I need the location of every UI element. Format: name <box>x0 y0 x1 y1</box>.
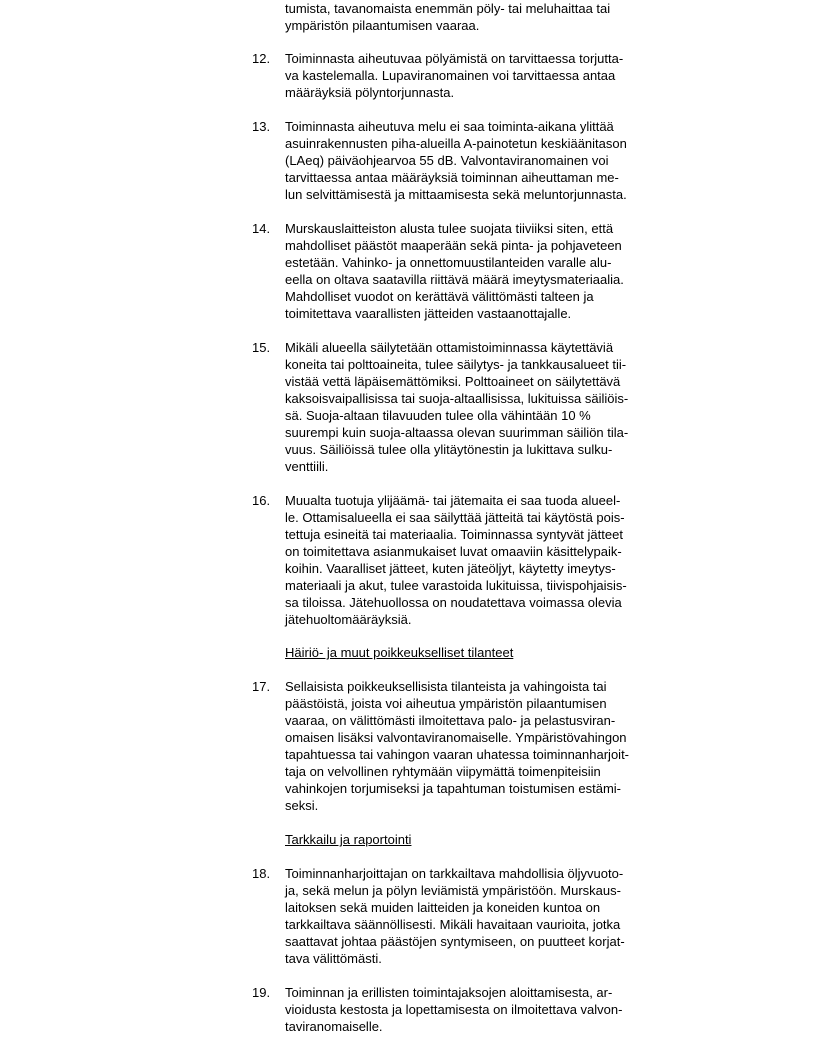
item-text: Toiminnasta aiheutuva melu ei saa toiminta-aikana ylittää asuinrakennusten piha-alueilla A-painotetun keskiäänitason (LAeq) päiväohjearvoa 55 dB. Valvontaviranomainen voi tarvittaessa antaa määräyksiä toiminnan aiheuttaman me- lun selvittämisestä ja mittaamisesta sekä meluntorjunnasta. <box>285 119 627 202</box>
item-text: Mikäli alueella säilytetään ottamistoiminnassa käytettäviä koneita tai polttoaineita, tulee säilytys- ja tankkausalueet tii- vistää vettä läpäisemättömiksi. Polttoaineet on säilytettävä kaksoisvaipallisissa tai suoja-altaallisissa, lukituissa säiliöis- sä. Suoja-altaan tilavuuden tulee olla vähintään 10 % suurempi kuin suoja-altaassa olevan suurimman säiliön tila- vuus. Säiliöissä tulee olla ylitäytönestin ja lukittava sulku- venttiili. <box>285 340 629 474</box>
item-text: Murskauslaitteiston alusta tulee suojata tiiviiksi siten, että mahdolliset päästöt maaperään sekä pinta- ja pohjaveteen estetään. Vahinko- ja onnettomuustilanteiden varalle alu- eella on oltava saatavilla riittävä määrä imeytysmateriaalia. Mahdolliset vuodot on kerättävä välittömästi talteen ja toimitettava vaarallisten jätteiden vastaanottajalle. <box>285 221 624 321</box>
item-number: 12. <box>252 51 271 66</box>
item-number: 16. <box>252 493 271 508</box>
section-heading-incidents: Häiriö- ja muut poikkeukselliset tilanteet <box>285 645 514 660</box>
item-number: 19. <box>252 985 271 1000</box>
item-number: 17. <box>252 679 271 694</box>
item-text: Toiminnan ja erillisten toimintajaksojen aloittamisesta, ar- vioidusta kestosta ja lopettamisesta on ilmoitettava valvon- taviranomaiselle. <box>285 985 623 1034</box>
section-heading-monitoring: Tarkkailu ja raportointi <box>285 832 412 847</box>
item-number: 15. <box>252 340 271 355</box>
item-text: Muualta tuotuja ylijäämä- tai jätemaita ei saa tuoda alueel- le. Ottamisalueella ei saa säilyttää jätteitä tai käytöstä pois- tettuja esineitä tai materiaalia. Toiminnassa syntyvät jätteet on toimitettava asianmukaiset luvat omaaviin käsittelypaik- koihin. Vaaralliset jätteet, kuten jäteöljyt, käytetty imeytys- materiaali ja akut, tulee varastoida lukituissa, tiivispohjaisis- sa tiloissa. Jätehuollossa on noudatettava voimassa olevia jätehuoltomääräyksiä. <box>285 493 627 627</box>
item-number: 14. <box>252 221 271 236</box>
item-number: 13. <box>252 119 271 134</box>
item-number: 18. <box>252 866 271 881</box>
item-text: Toiminnanharjoittajan on tarkkailtava mahdollisia öljyvuoto- ja, sekä melun ja pölyn leviämistä ympäristöön. Murskaus- laitoksen sekä muiden laitteiden ja koneiden kuntoa on tarkkailtava säännöllisesti. Mikäli havaitaan vaurioita, jotka saattavat johtaa päästöjen syntymiseen, on puutteet korjat- tava välittömästi. <box>285 866 625 966</box>
intro-paragraph: tumista, tavanomaista enemmän pöly- tai meluhaittaa tai ympäristön pilaantumisen vaaraa. <box>285 1 611 33</box>
item-text: Sellaisista poikkeuksellisista tilanteista ja vahingoista tai päästöistä, joista voi aiheutua ympäristön pilaantumisen vaaraa, on välittömästi ilmoitettava palo- ja pelastusviran- omaisen lisäksi valvontaviranomaiselle. Ympäristövahingon tapahtuessa tai vahingon vaaran uhatessa toiminnanharjoit- taja on velvollinen ryhtymään viipymättä toimenpiteisiin vahinkojen torjumiseksi ja tapahtuman toistumisen estämi- seksi. <box>285 679 630 813</box>
item-text: Toiminnasta aiheutuvaa pölyämistä on tarvittaessa torjutta- va kastelemalla. Lupaviranomainen voi tarvittaessa antaa määräyksiä pölyntorjunnasta. <box>285 51 624 100</box>
